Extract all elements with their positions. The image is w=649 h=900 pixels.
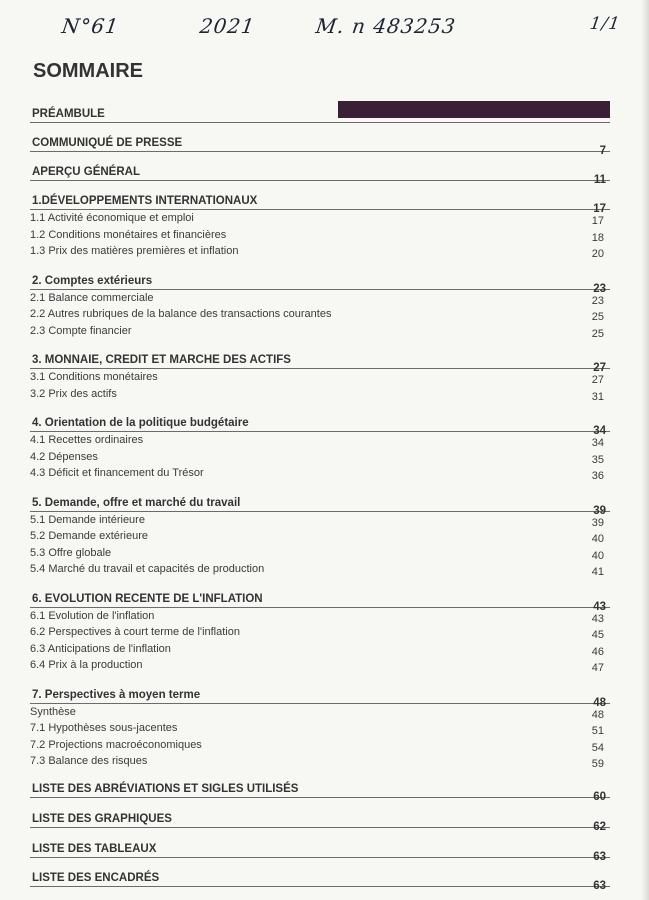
toc-entry-label: 6.1 Evolution de l'inflation (30, 609, 155, 622)
table-of-contents (30, 93, 610, 892)
handwritten-page-count: 1/1 (588, 14, 622, 34)
toc-section-heading[interactable] (30, 865, 610, 892)
toc-section (30, 347, 610, 402)
toc-entry-label: 5.1 Demande intérieure (30, 513, 145, 526)
toc-entry[interactable] (30, 227, 610, 244)
toc-entry-page: 34 (591, 437, 604, 449)
toc-entry-label: Synthèse (30, 705, 76, 718)
toc-entry[interactable] (30, 624, 610, 641)
toc-entry-label: 2.3 Compte financier (30, 324, 132, 337)
toc-entry-label: 1.2 Conditions monétaires et financières (30, 228, 227, 241)
toc-entry-page: 25 (591, 327, 604, 340)
toc-section-page: 60 (593, 790, 606, 803)
toc-section (30, 490, 610, 578)
toc-section-heading[interactable] (30, 682, 610, 709)
toc-entry[interactable] (30, 323, 610, 340)
toc-section-label: 1.DÉVELOPPEMENTS INTERNATIONAUX (32, 195, 258, 207)
toc-section-heading[interactable] (30, 776, 610, 803)
toc-section-label: 4. Orientation de la politique budgétaire (32, 417, 249, 429)
toc-entry[interactable] (30, 290, 610, 307)
toc-section-page: 48 (593, 696, 606, 709)
toc-entry-label: 5.4 Marché du travail et capacités de production (30, 563, 265, 575)
toc-section-page: 63 (593, 879, 606, 892)
toc-section-label: LISTE DES ABRÉVIATIONS ET SIGLES UTILISÉS (32, 782, 299, 795)
toc-section-heading[interactable] (30, 490, 610, 517)
toc-entry-label: 4.3 Déficit et financement du Trésor (30, 467, 204, 479)
redaction-bar (338, 101, 610, 118)
toc-section-label: 5. Demande, offre et marché du travail (32, 496, 241, 509)
toc-entry-label: 7.1 Hypothèses sous-jacentes (30, 722, 178, 734)
toc-entry[interactable] (30, 432, 610, 449)
toc-section (30, 586, 610, 674)
toc-section-label: APERÇU GÉNÉRAL (32, 166, 140, 178)
toc-section-label: 6. EVOLUTION RECENTE DE L'INFLATION (32, 592, 263, 605)
toc-section (30, 188, 610, 260)
toc-section (30, 159, 610, 186)
toc-section (30, 130, 610, 157)
page-title: SOMMAIRE (33, 60, 143, 82)
toc-section-heading[interactable] (30, 806, 610, 833)
toc-entry-label: 3.1 Conditions monétaires (30, 371, 158, 383)
toc-entry-page: 31 (591, 390, 604, 403)
toc-entry[interactable] (30, 210, 610, 227)
toc-section-heading[interactable] (30, 836, 610, 863)
toc-entry-page: 41 (591, 566, 604, 578)
toc-section (30, 806, 610, 833)
toc-section-page: 34 (593, 425, 606, 437)
toc-section-page: 39 (593, 504, 606, 517)
toc-section (30, 268, 610, 340)
toc-section-page: 63 (593, 850, 606, 863)
toc-section-page: 62 (593, 820, 606, 833)
toc-entry[interactable] (30, 737, 610, 754)
toc-entry-page: 45 (591, 629, 604, 641)
toc-entry-page: 48 (591, 708, 604, 721)
toc-entry-page: 18 (591, 231, 604, 244)
toc-entry-label: 4.1 Recettes ordinaires (30, 434, 144, 446)
toc-section-heading[interactable] (30, 586, 610, 613)
toc-entry-label: 3.2 Prix des actifs (30, 387, 117, 400)
toc-section-heading[interactable] (30, 101, 610, 123)
toc-entry[interactable] (30, 753, 610, 770)
toc-section-heading[interactable] (30, 268, 610, 295)
toc-entry[interactable] (30, 657, 610, 674)
toc-entry[interactable] (30, 449, 610, 466)
toc-entry-label: 5.3 Offre globale (30, 546, 112, 559)
toc-section-label: 3. MONNAIE, CREDIT ET MARCHE DES ACTIFS (32, 354, 291, 366)
toc-entry-page: 39 (591, 516, 604, 529)
toc-section-page: 27 (593, 362, 606, 374)
toc-entry-page: 20 (591, 248, 604, 260)
toc-entry[interactable] (30, 528, 610, 545)
toc-entry[interactable] (30, 720, 610, 737)
toc-entry-label: 7.3 Balance des risques (30, 755, 148, 767)
toc-entry-label: 1.3 Prix des matières premières et inflation (30, 245, 239, 257)
toc-entry[interactable] (30, 512, 610, 529)
toc-entry-page: 35 (591, 453, 604, 466)
toc-entry[interactable] (30, 545, 610, 562)
toc-entry-label: 6.4 Prix à la production (30, 659, 143, 671)
toc-entry-label: 7.2 Projections macroéconomiques (30, 738, 202, 751)
toc-entry-page: 54 (591, 741, 604, 754)
toc-section-heading[interactable] (30, 410, 610, 437)
toc-entry-page: 40 (591, 533, 604, 545)
toc-section (30, 865, 610, 892)
toc-entry-label: 4.2 Dépenses (30, 450, 98, 463)
toc-entry[interactable] (30, 561, 610, 578)
toc-entry[interactable] (30, 704, 610, 721)
toc-entry[interactable] (30, 386, 610, 403)
handwritten-number: N°61 (60, 14, 121, 38)
toc-section (30, 410, 610, 482)
toc-section-page: 43 (593, 600, 606, 613)
toc-section-label: 2. Comptes extérieurs (32, 274, 153, 287)
toc-entry-page: 27 (591, 374, 604, 386)
toc-entry-label: 6.2 Perspectives à court terme de l'inflation (30, 626, 240, 638)
toc-entry-label: 5.2 Demande extérieure (30, 530, 149, 542)
toc-section-label: LISTE DES TABLEAUX (32, 842, 157, 855)
toc-entry-label: 2.1 Balance commerciale (30, 291, 154, 304)
toc-entry-label: 1.1 Activité économique et emploi (30, 212, 194, 224)
toc-entry-page: 47 (591, 662, 604, 674)
toc-section (30, 776, 610, 803)
toc-entry-page: 59 (591, 758, 604, 770)
toc-section-page: 7 (599, 145, 606, 157)
handwritten-year: 2021 (198, 14, 257, 38)
toc-section (30, 836, 610, 863)
toc-section-page: 23 (593, 282, 606, 295)
toc-section (30, 682, 610, 770)
toc-entry[interactable] (30, 243, 610, 260)
toc-entry-page: 17 (591, 215, 604, 227)
scan-edge (641, 0, 649, 900)
toc-section-label: LISTE DES ENCADRÉS (32, 871, 160, 884)
toc-section-label: LISTE DES GRAPHIQUES (32, 812, 172, 825)
toc-section-page: 17 (593, 203, 606, 215)
toc-section-page: 11 (593, 174, 606, 186)
toc-entry-page: 51 (591, 725, 604, 737)
toc-section-heading[interactable] (30, 347, 610, 374)
toc-entry-page: 46 (591, 645, 604, 658)
toc-entry-label: 6.3 Anticipations de l'inflation (30, 642, 171, 655)
toc-entry-page: 43 (591, 612, 604, 625)
toc-section-label: 7. Perspectives à moyen terme (32, 688, 201, 701)
handwritten-reference: M. n 483253 (314, 14, 458, 38)
toc-entry[interactable] (30, 306, 610, 323)
toc-entry[interactable] (30, 641, 610, 658)
toc-entry[interactable] (30, 369, 610, 386)
toc-entry-page: 23 (591, 294, 604, 307)
toc-section-heading[interactable] (30, 188, 610, 215)
toc-entry-page: 36 (591, 470, 604, 482)
toc-entry-page: 25 (591, 311, 604, 323)
toc-section-label: COMMUNIQUÉ DE PRESSE (32, 137, 183, 149)
toc-entry-page: 40 (591, 549, 604, 562)
toc-entry[interactable] (30, 465, 610, 482)
toc-entry[interactable] (30, 608, 610, 625)
toc-section-label: PRÉAMBULE (32, 108, 105, 120)
toc-section-heading[interactable] (30, 130, 610, 157)
toc-section-heading[interactable] (30, 159, 610, 186)
toc-section (30, 101, 610, 123)
toc-entry-label: 2.2 Autres rubriques de la balance des transactions courantes (30, 308, 332, 320)
